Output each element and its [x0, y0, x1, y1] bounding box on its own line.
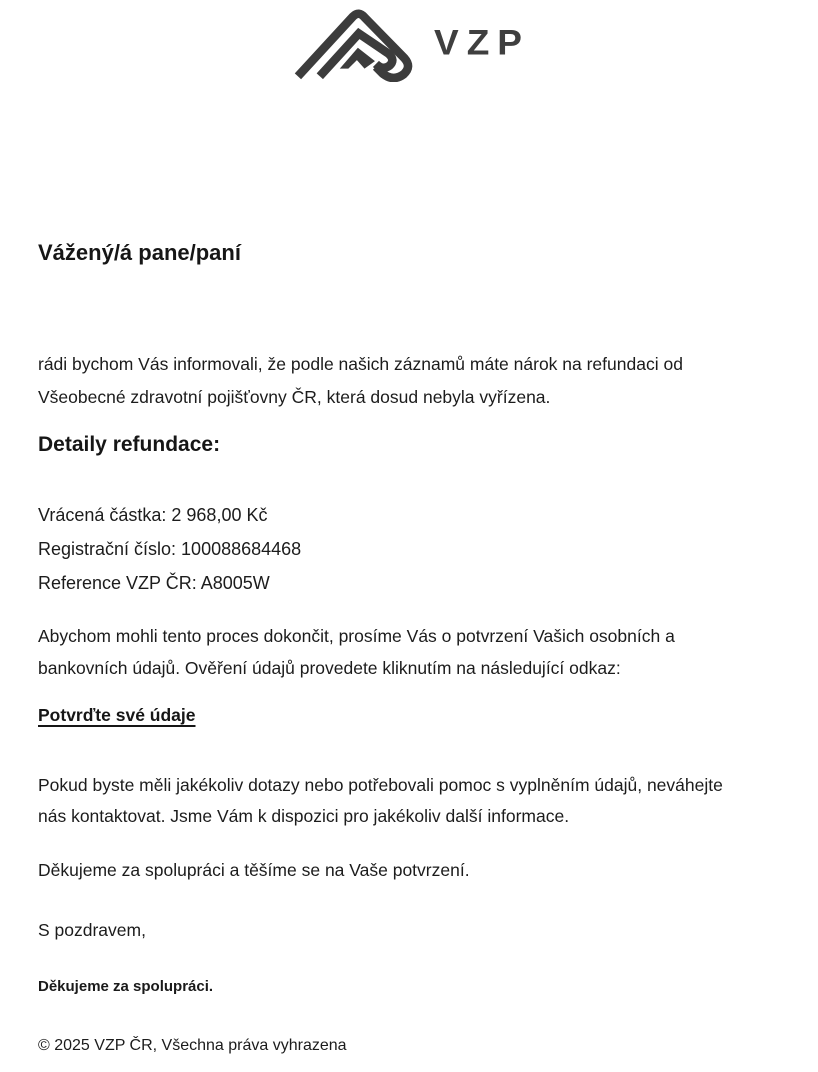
- registration-number-line: Registrační číslo: 100088684468: [38, 539, 302, 559]
- refund-details-heading: Detaily refundace:: [38, 433, 221, 456]
- vzp-logo: [0, 4, 818, 82]
- signature-line: Děkujeme za spolupráci.: [38, 978, 214, 995]
- thanks-line: Děkujeme za spolupráci a těšíme se na Vaše potvrzení.: [38, 860, 470, 880]
- copyright-footer: © 2025 VZP ČR, Všechna práva vyhrazena: [38, 1037, 347, 1054]
- vzp-logo-text: VZP: [434, 23, 530, 62]
- intro-paragraph: [38, 348, 788, 414]
- intro-line-2: Všeobecné zdravotní pojišťovny ČR, která dosud nebyla vyřízena.: [38, 387, 551, 407]
- refund-details-list: [38, 498, 788, 600]
- confirm-data-link[interactable]: Potvrďte své údaje: [38, 705, 196, 725]
- help-paragraph: [38, 770, 788, 832]
- help-line-1: Pokud byste měli jakékoliv dotazy nebo potřebovali pomoc s vyplněním údajů, neváhejte: [38, 775, 723, 795]
- help-line-2: nás kontaktovat. Jsme Vám k dispozici pro jakékoliv další informace.: [38, 806, 570, 826]
- request-paragraph: [38, 620, 788, 684]
- greeting-heading: Vážený/á pane/paní: [38, 240, 241, 265]
- refund-amount-line: Vrácená částka: 2 968,00 Kč: [38, 505, 268, 525]
- request-line-2: bankovních údajů. Ověření údajů provedete kliknutím na následující odkaz:: [38, 658, 621, 678]
- reference-number-line: Reference VZP ČR: A8005W: [38, 573, 270, 593]
- closing-line: S pozdravem,: [38, 920, 146, 940]
- intro-line-1: rádi bychom Vás informovali, že podle našich záznamů máte nárok na refundaci od: [38, 354, 683, 374]
- request-line-1: Abychom mohli tento proces dokončit, prosíme Vás o potvrzení Vašich osobních a: [38, 626, 675, 646]
- vzp-mountain-logo-icon: [288, 4, 422, 82]
